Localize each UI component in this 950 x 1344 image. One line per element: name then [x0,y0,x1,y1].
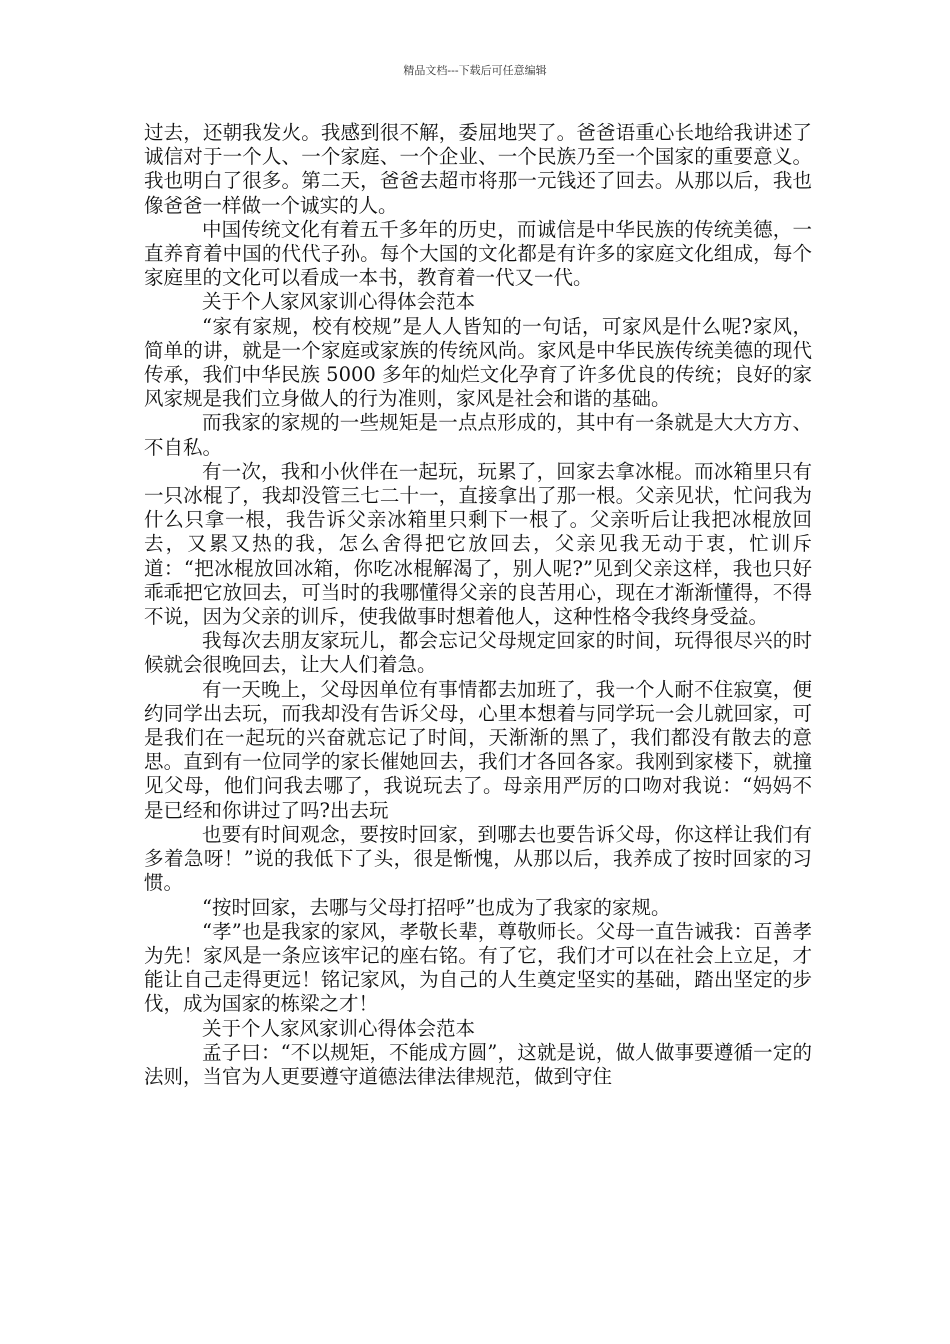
paragraph: “按时回家，去哪与父母打招呼”也成为了我家的家规。 [202,895,671,919]
paragraph: 孟子曰：“不以规矩，不能成方圆”，这就是说，做人做事要遵循一定的法则，当官为人更要遵守道德法律法律规范，做到守住 [144,1040,812,1088]
paragraph: “孝”也是我家的家风，孝敬长辈，尊敬师长。父母一直告诫我：百善孝为先！家风是一条应该牢记的座右铭。有了它，我们才可以在社会上立足，才能让自己走得更远！铭记家风，为自己的人生奠定坚实的基础，踏出坚定的步伐，成为国家的栋梁之才！ [144,919,812,1016]
paragraph: 而我家的家规的一些规矩是一点点形成的，其中有一条就是大大方方、不自私。 [144,411,812,459]
section-heading: 关于个人家风家训心得体会范本 [202,1016,476,1040]
paragraph: 我每次去朋友家玩儿，都会忘记父母规定回家的时间，玩得很尽兴的时候就会很晚回去，让大人们着急。 [144,629,812,677]
page-header: 精品文档---下载后可任意编辑 [403,64,547,77]
paragraph: 中国传统文化有着五千多年的历史，而诚信是中华民族的传统美德，一直养育着中国的代代子孙。每个大国的文化都是有许多的家庭文化组成，每个家庭里的文化可以看成一本书，教育着一代又一代。 [144,217,812,290]
paragraph: 也要有时间观念，要按时回家，到哪去也要告诉父母，你这样让我们有多着急呀！”说的我低下了头，很是惭愧，从那以后，我养成了按时回家的习惯。 [144,822,812,895]
paragraph: 过去，还朝我发火。我感到很不解，委屈地哭了。爸爸语重心长地给我讲述了诚信对于一个人、一个家庭、一个企业、一个民族乃至一个国家的重要意义。我也明白了很多。第二天，爸爸去超市将那一元钱还了回去。从那以后，我也像爸爸一样做一个诚实的人。 [144,121,812,217]
section-heading: 关于个人家风家训心得体会范本 [202,290,476,314]
paragraph: “家有家规，校有校规”是人人皆知的一句话，可家风是什么呢?家风，简单的讲，就是一个家庭或家族的传统风尚。家风是中华民族传统美德的现代传承，我们中华民族 5000 多年的灿烂文化孕育了许多优良的传统；良好的家风家规是我们立身做人的行为准则，家风是社会和谐的基础。 [144,314,812,411]
paragraph: 有一天晚上，父母因单位有事情都去加班了，我一个人耐不住寂寞，便约同学出去玩，而我却没有告诉父母，心里本想着与同学玩一会儿就回家，可是我们在一起玩的兴奋就忘记了时间，天渐渐的黑了，我们都没有散去的意思。直到有一位同学的家长催她回去，我们才各回各家。我刚到家楼下，就撞见父母，他们问我去哪了，我说玩去了。母亲用严厉的口吻对我说：“妈妈不是已经和你讲过了吗?出去玩 [144,677,812,822]
document-body [144,121,812,1089]
paragraph: 有一次，我和小伙伴在一起玩，玩累了，回家去拿冰棍。而冰箱里只有一只冰棍了，我却没管三七二十一，直接拿出了那一根。父亲见状，忙问我为什么只拿一根，我告诉父亲冰箱里只剩下一根了。父亲听后让我把冰棍放回去，又累又热的我，怎么舍得把它放回去，父亲见我无动于衷，忙训斥道：“把冰棍放回冰箱，你吃冰棍解渴了，别人呢?”见到父亲这样，我也只好乖乖把它放回去，可当时的我哪懂得父亲的良苦用心，现在才渐渐懂得，不得不说，因为父亲的训斥，使我做事时想着他人，这种性格令我终身受益。 [144,459,812,629]
